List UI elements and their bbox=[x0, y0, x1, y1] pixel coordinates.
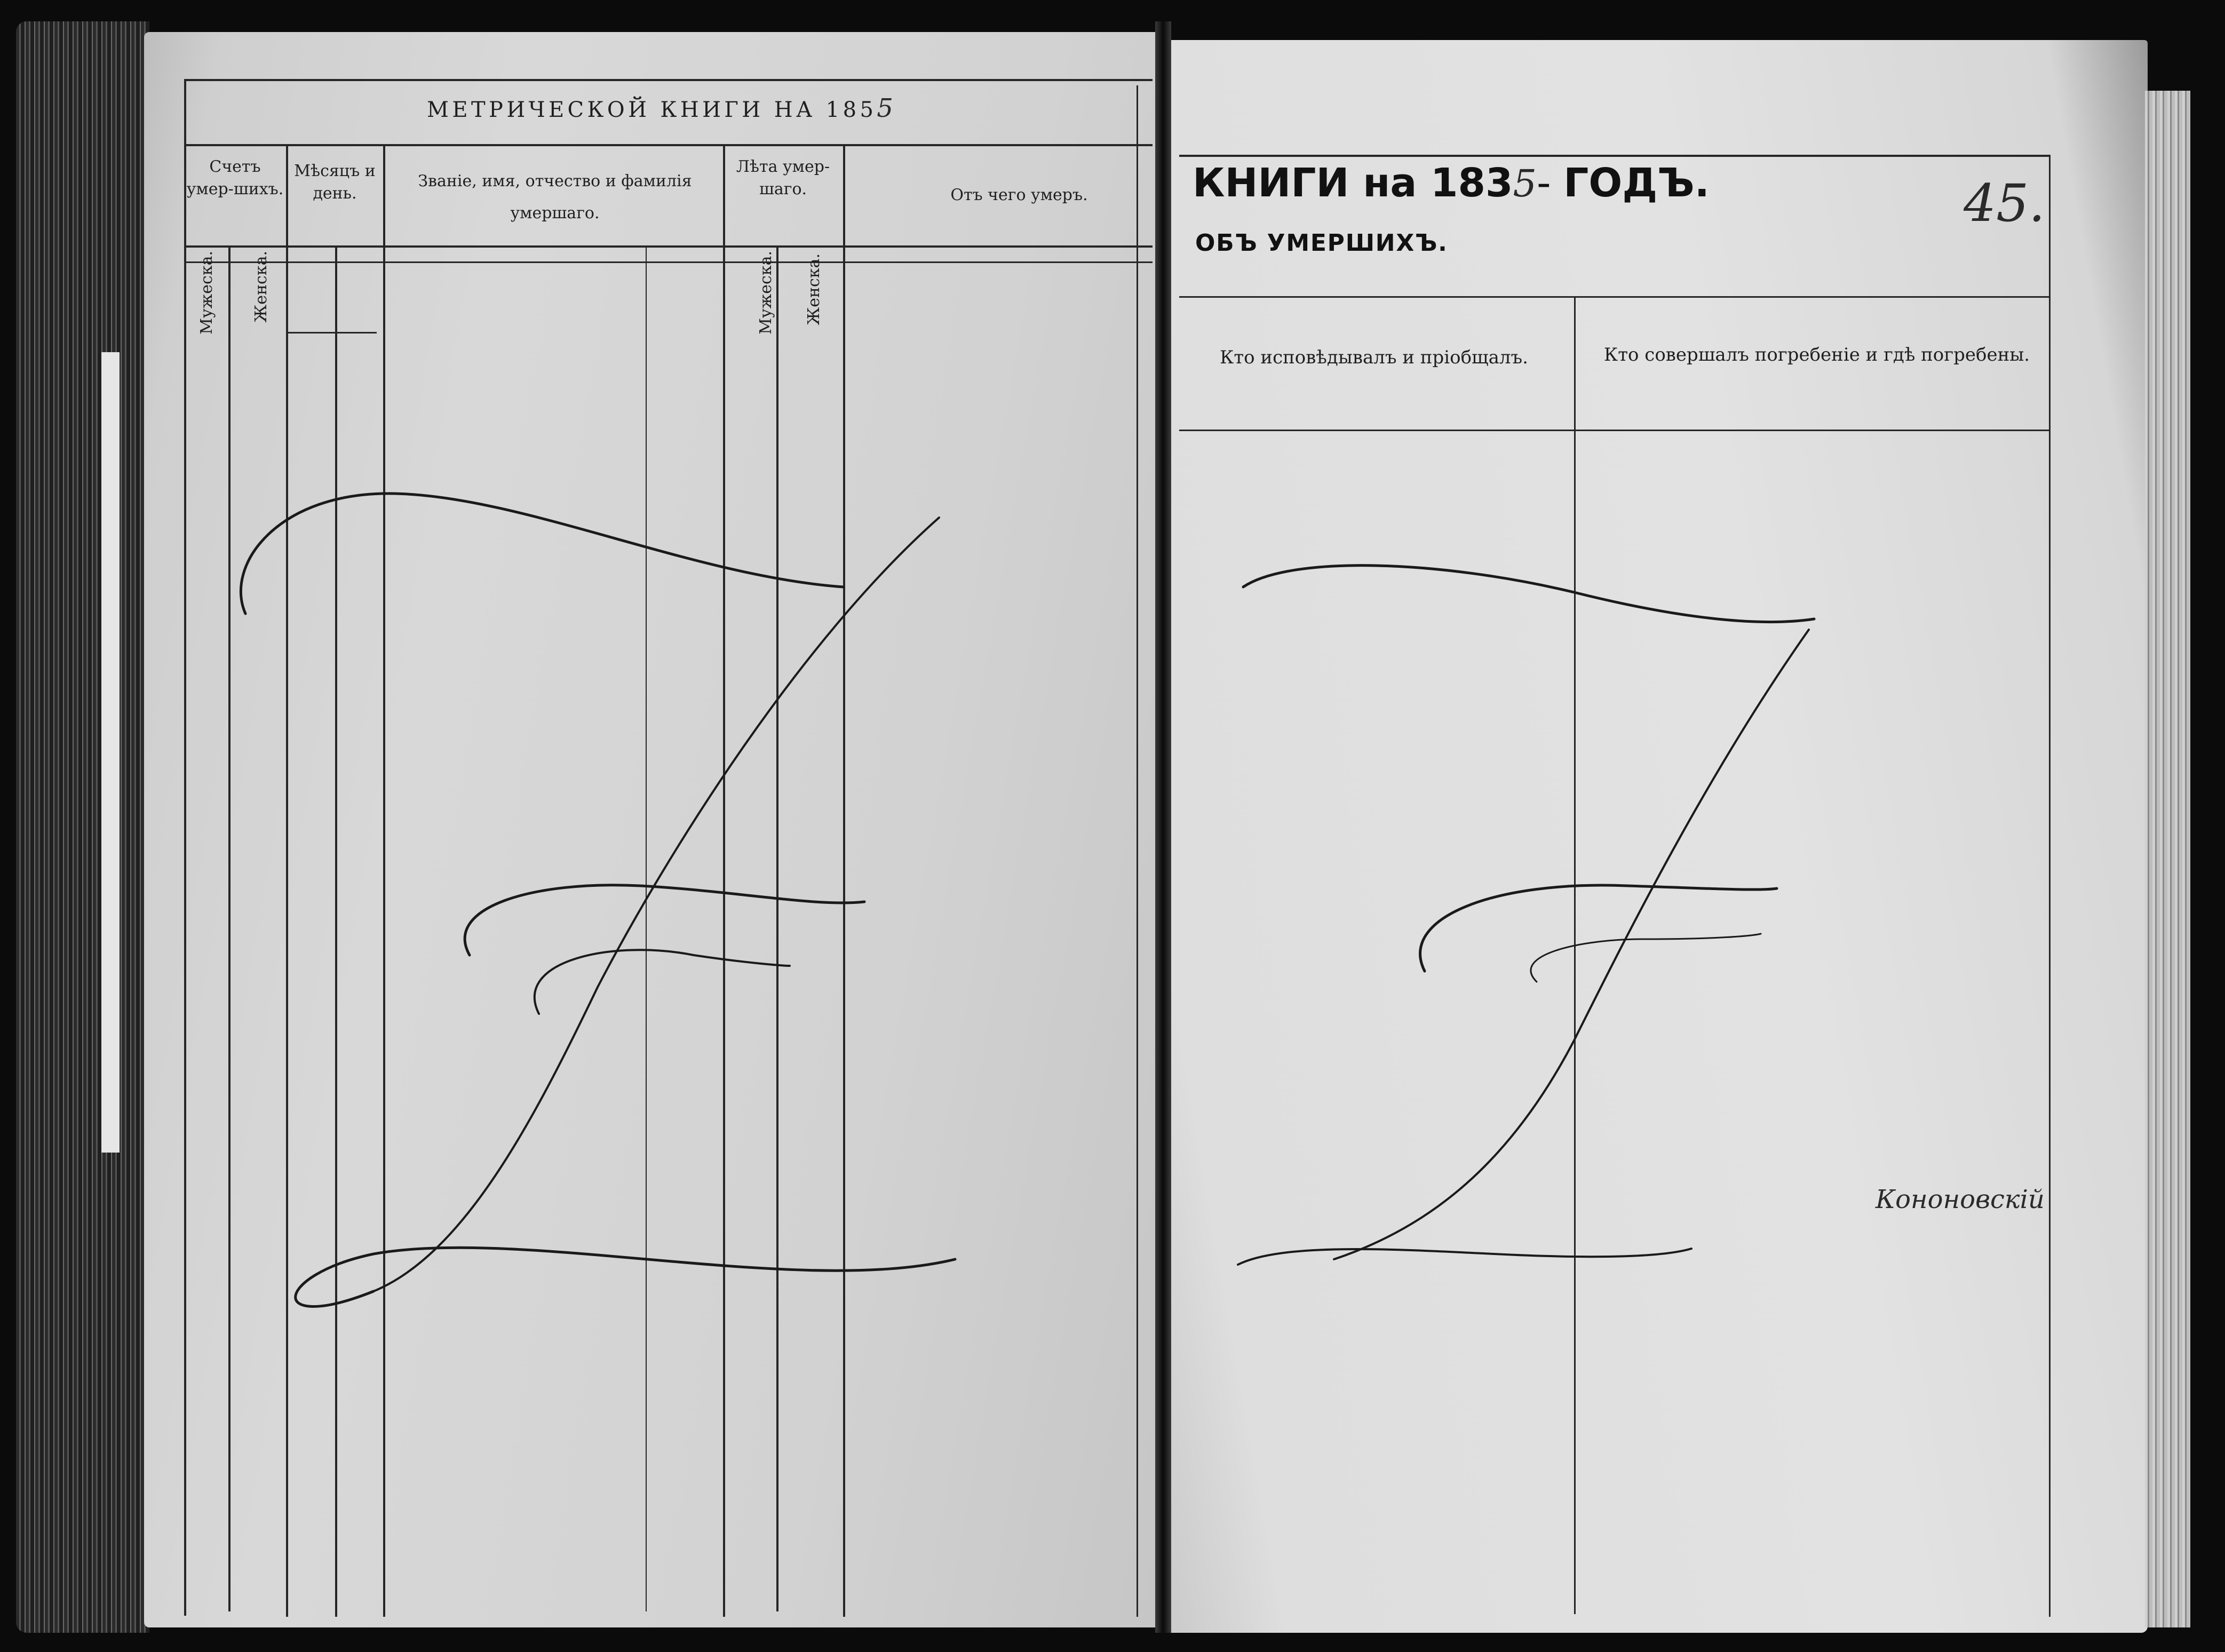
right-subtitle: ОБЪ УМЕРШИХЪ. bbox=[1195, 229, 1448, 257]
left-flourish-crossbar-lower bbox=[535, 950, 790, 1014]
col-age-header: Лѣта умер-шаго. bbox=[736, 157, 830, 198]
right-header-year-handwritten: 5 bbox=[1513, 162, 1537, 205]
right-flourish-small-loop bbox=[1531, 934, 1761, 982]
col-age-female-header: Женска. bbox=[805, 253, 823, 325]
col-confessor-header: Кто исповѣдывалъ и пріобщалъ. bbox=[1220, 347, 1528, 368]
right-header-title: КНИГИ на 1835- ГОДЪ. bbox=[1193, 160, 1710, 206]
col-count-header: Счетъ умер-шихъ. bbox=[186, 157, 284, 198]
page-number: 45. bbox=[1964, 173, 2045, 233]
col-count-female-header: Женска. bbox=[252, 251, 271, 323]
col-name-header: Званіе, имя, отчество и фамилія умершаго. bbox=[418, 172, 692, 223]
col-burial-header: Кто совершалъ погребеніе и гдѣ погребены. bbox=[1603, 344, 2030, 366]
col-month-day-header: Мѣсяцъ и день. bbox=[294, 162, 376, 203]
left-flourish-top-stroke bbox=[241, 494, 843, 614]
left-header-title: МЕТРИЧЕСКОЙ КНИГИ НА 1855 bbox=[427, 93, 897, 123]
left-header-year-handwritten: 5 bbox=[877, 93, 897, 123]
handwritten-signature: Кононовскій bbox=[1876, 1185, 2045, 1214]
right-flourish-bottom-stroke bbox=[1238, 1249, 1691, 1265]
col-age-male-header: Мужеска. bbox=[757, 251, 775, 335]
col-cause-header: Отъ чего умеръ. bbox=[950, 186, 1088, 204]
left-flourish-diagonal bbox=[374, 518, 939, 1291]
left-flourish-bottom-stroke bbox=[296, 1248, 955, 1306]
right-flourish-diagonal bbox=[1334, 630, 1809, 1259]
right-flourish-crossbar bbox=[1420, 885, 1777, 971]
col-count-male-header: Мужеска. bbox=[197, 251, 216, 335]
right-flourish-top-stroke bbox=[1243, 566, 1814, 622]
left-flourish-crossbar-upper bbox=[465, 885, 864, 955]
